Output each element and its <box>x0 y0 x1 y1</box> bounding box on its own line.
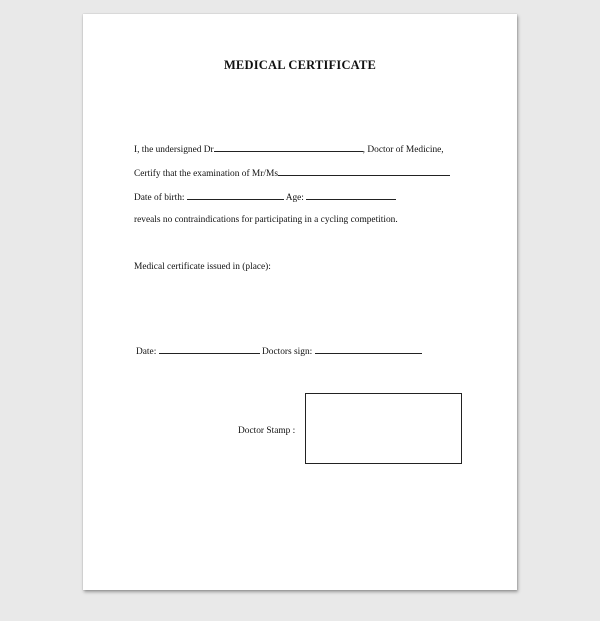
doctors-sign-field[interactable] <box>315 344 422 354</box>
undersigned-label: I, the undersigned Dr <box>134 145 214 155</box>
date-label: Date: <box>136 347 157 357</box>
contraindications-line: reveals no contraindications for participating in a cycling competition. <box>134 215 398 225</box>
examination-line <box>134 166 450 180</box>
certificate-title: MEDICAL CERTIFICATE <box>223 58 377 72</box>
doctor-stamp-box[interactable] <box>305 393 462 464</box>
doctor-stamp-label: Doctor Stamp : <box>238 426 296 436</box>
date-of-birth-label: Date of birth: <box>134 193 185 203</box>
date-field[interactable] <box>159 344 260 354</box>
certificate-page <box>83 14 517 590</box>
birth-age-line <box>134 190 396 204</box>
examination-label: Certify that the examination of Mr/Ms <box>134 169 278 179</box>
age-field[interactable] <box>306 190 396 200</box>
doctors-sign-label: Doctors sign: <box>262 347 313 357</box>
issued-place-line: Medical certificate issued in (place): <box>134 262 271 272</box>
undersigned-line <box>134 142 444 156</box>
date-of-birth-field[interactable] <box>187 190 284 200</box>
patient-name-field[interactable] <box>278 166 450 176</box>
doctor-name-field[interactable] <box>214 142 363 152</box>
date-sign-line <box>136 344 422 358</box>
age-label: Age: <box>285 193 304 203</box>
doctor-of-medicine-label: , Doctor of Medicine, <box>362 145 444 155</box>
